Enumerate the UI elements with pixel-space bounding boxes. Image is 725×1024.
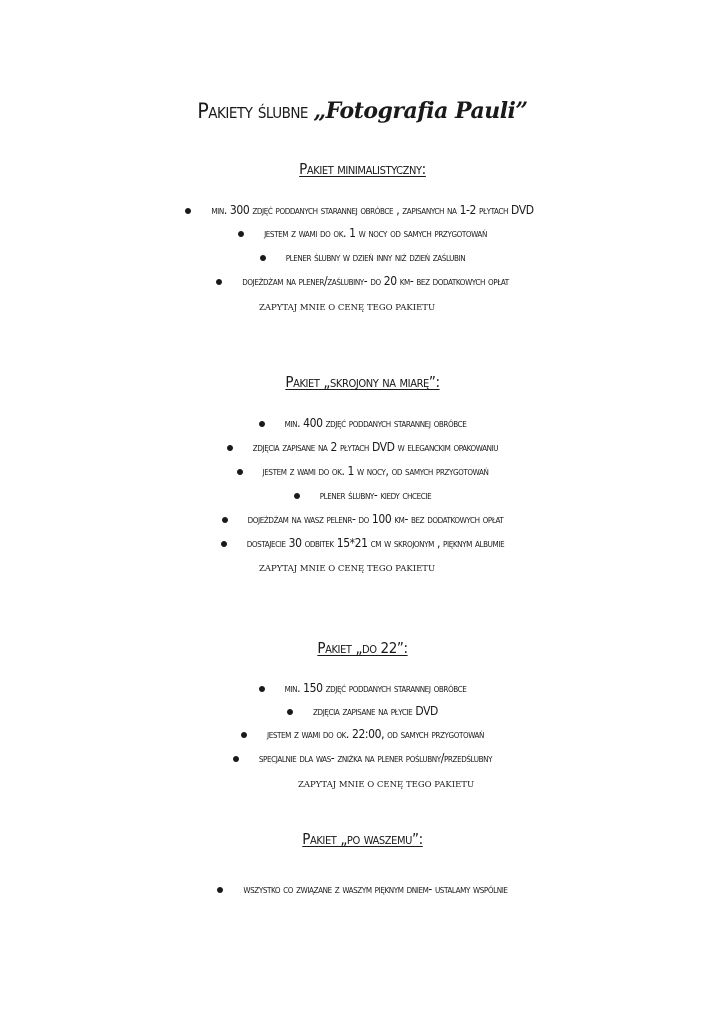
list-item: min. 300 zdjęć poddanych starannej obróbce , zapisanych na 1-2 płytach DVD [0,201,722,219]
list-item: dostajecie 30 odbitek 15*21 cm w skrojonym , pięknym albumie [0,534,725,552]
list-item: min. 150 zdjęć poddanych starannej obróbce [0,679,725,697]
page-title [0,96,725,126]
price-inquiry-note: ZAPYTAJ MNIE O CENĘ TEGO PAKIETU [298,780,475,790]
title-main: Pakiety ślubne [197,99,308,123]
list-item: wszystko co związane z waszym pięknym dniem- ustalamy wspólnie [0,880,725,898]
title-brand: „Fotografia Pauli” [313,98,528,124]
list-item: jestem z wami do ok. 1 w nocy, od samych przygotowań [0,462,725,480]
section-heading-your-way: Pakiet „po waszemu”: [302,830,423,848]
bullet-icon [221,541,227,547]
list-item: min. 400 zdjęć poddanych starannej obróbce [0,414,725,432]
bullet-icon [222,517,228,523]
list-item: jestem z wami do ok. 22:00, od samych przygotowań [0,725,725,743]
section-heading-tailored: Pakiet „skrojony na miarę”: [285,373,440,391]
section-heading-minimalist: Pakiet minimalistyczny: [299,160,426,178]
bullet-icon [227,445,233,451]
list-item: plener ślubny w dzień inny niż dzień zaślubin [0,248,725,266]
bullet-icon [259,421,265,427]
bullet-icon [233,756,239,762]
section-heading-until-22: Pakiet „do 22”: [317,639,408,657]
bullet-icon [216,279,222,285]
bullet-icon [260,255,266,261]
bullet-icon [237,469,243,475]
list-item: zdjęcia zapisane na płycie DVD [0,702,725,720]
list-item: zdjęcia zapisane na 2 płytach DVD w eleganckim opakowaniu [0,438,725,456]
price-inquiry-note: ZAPYTAJ MNIE O CENĘ TEGO PAKIETU [259,564,436,574]
bullet-icon [238,231,244,237]
list-item: specjalnie dla was- zniżka na plener poślubny/przedślubny [0,749,725,767]
bullet-icon [185,208,191,214]
list-item: plener ślubny- kiedy chcecie [0,486,725,504]
bullet-icon [259,686,265,692]
bullet-icon [287,709,293,715]
list-item: jestem z wami do ok. 1 w nocy od samych przygotowań [0,224,725,242]
bullet-icon [241,732,247,738]
bullet-icon [294,493,300,499]
list-item: dojeżdżam na plener/zaślubiny- do 20 km- bez dodatkowych opłat [0,272,725,290]
list-item: dojeżdżam na wasz pelenr- do 100 km- bez dodatkowych opłat [0,510,725,528]
price-inquiry-note: ZAPYTAJ MNIE O CENĘ TEGO PAKIETU [259,303,436,313]
bullet-icon [217,887,223,893]
